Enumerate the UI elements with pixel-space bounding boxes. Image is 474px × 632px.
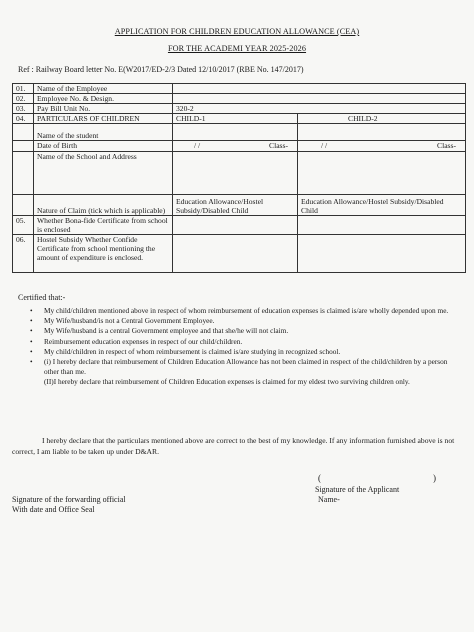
employee-no-label: Employee No. & Design. xyxy=(34,94,173,104)
row-dob xyxy=(13,141,466,152)
row-pay-bill xyxy=(13,104,466,114)
row-school xyxy=(13,152,466,195)
applicant-signature-label: Signature of the Applicant xyxy=(315,485,400,494)
row-children-particulars xyxy=(13,114,466,124)
student-name-label: Name of the student xyxy=(34,124,173,141)
row-employee-name xyxy=(13,84,466,94)
dob-slashes: / / xyxy=(321,141,328,150)
bullet-dot-icon: • xyxy=(30,326,33,336)
claim-label: Nature of Claim (tick which is applicable) xyxy=(34,195,173,216)
row-number: 05. xyxy=(13,216,34,235)
child2-dob-field[interactable] xyxy=(298,141,466,152)
employee-no-field[interactable] xyxy=(173,94,466,104)
form-title: APPLICATION FOR CHILDREN EDUCATION ALLOWANCE (CEA) xyxy=(114,27,360,36)
list-item: • My Wife/husband/is not a Central Government Employee. xyxy=(30,316,215,326)
forwarding-signature-label: Signature of the forwarding official xyxy=(12,495,126,504)
paren-open: ( xyxy=(318,473,321,483)
class-label: Class- xyxy=(269,141,288,150)
child2-claim-option[interactable]: Education Allowance/Hostel Subsidy/Disabled Child xyxy=(298,195,466,216)
office-seal-label: With date and Office Seal xyxy=(12,505,95,514)
bullet-dot-icon: • xyxy=(30,357,33,367)
list-item: • Reimbursement education expenses in respect of our child/children. xyxy=(30,336,243,346)
row-student-name xyxy=(13,124,466,141)
children-particulars-label: PARTICULARS OF CHILDREN xyxy=(34,114,173,124)
bullet-dot-icon: • xyxy=(30,316,33,326)
bonafide-label: Whether Bona-fide Certificate from school is enclosed xyxy=(34,216,173,235)
certification-list xyxy=(18,306,463,388)
declaration-text: I hereby declare that the particulars mentioned above are correct to the best of my knowledge. If any information furnished above is not correct, I am liable to be taken up under D&AR. xyxy=(12,436,455,456)
school-label: Name of the School and Address xyxy=(34,152,173,195)
row-number: 04. xyxy=(13,114,34,124)
list-item: • My child/children mentioned above in respect of whom reimbursement of education expenses is claimed is/are wholly depended upon me. xyxy=(30,306,449,315)
child1-header: CHILD-1 xyxy=(173,114,298,124)
paren-close: ) xyxy=(433,473,436,483)
child2-name-field[interactable] xyxy=(298,124,466,141)
child1-hostel-field[interactable] xyxy=(173,235,298,273)
dob-slashes: / / xyxy=(194,141,201,150)
child1-claim-option[interactable]: Education Allowance/Hostel Subsidy/Disabled Child xyxy=(173,195,298,216)
hostel-subsidy-label: Hostel Subsidy Whether Confide Certificate from school mentioning the amount of expenditure is enclosed. xyxy=(34,235,173,273)
reference-line: Ref : Railway Board letter No. E(W2017/ED-2/3 Dated 12/10/2017 (RBE No. 147/2017) xyxy=(18,65,304,74)
academic-year-subtitle: FOR THE ACADEMI YEAR 2025-2026 xyxy=(167,44,307,53)
bullet-dot-icon: • xyxy=(30,306,33,315)
employee-name-label: Name of the Employee xyxy=(34,84,173,94)
class-label: Class- xyxy=(437,141,456,150)
list-item: • (i) I hereby declare that reimbursement of Children Education Allowance has not been claimed in respect of the child/children by a person other than me. xyxy=(30,357,448,377)
child2-school-field[interactable] xyxy=(298,152,466,195)
applicant-name-label: Name- xyxy=(318,495,340,504)
list-item: • My child/children in respect of whom reimbursement is claimed is/are studying in recognized school. xyxy=(30,346,341,356)
dob-label: Date of Birth xyxy=(34,141,173,152)
certified-heading: Certified that:- xyxy=(18,293,66,302)
child1-name-field[interactable] xyxy=(173,124,298,141)
row-number: 06. xyxy=(13,235,34,273)
child1-dob-field[interactable] xyxy=(173,141,298,152)
child2-header: CHILD-2 xyxy=(298,114,466,124)
application-form-table xyxy=(12,83,466,273)
child1-bonafide-field[interactable] xyxy=(173,216,298,235)
bullet-dot-icon: • xyxy=(30,336,33,346)
row-nature-of-claim xyxy=(13,195,466,216)
list-item: • My Wife/husband is a central Government employee and that she/he will not claim. xyxy=(30,326,289,336)
row-bonafide xyxy=(13,216,466,235)
employee-name-field[interactable] xyxy=(173,84,466,94)
pay-bill-label: Pay Bill Unit No. xyxy=(34,104,173,114)
bullet-dot-icon: • xyxy=(30,346,33,356)
row-number: 03. xyxy=(13,104,34,114)
row-number: 02. xyxy=(13,94,34,104)
signature-box[interactable] xyxy=(318,473,436,483)
child1-school-field[interactable] xyxy=(173,152,298,195)
child2-bonafide-field[interactable] xyxy=(298,216,466,235)
row-employee-no xyxy=(13,94,466,104)
list-item: (II)I hereby declare that reimbursement of Children Education expenses is claimed for my eldest two surviving children only. xyxy=(44,377,410,387)
row-hostel-subsidy xyxy=(13,235,466,273)
pay-bill-value[interactable]: 320-2 xyxy=(173,104,466,114)
child2-hostel-field[interactable] xyxy=(298,235,466,273)
row-number: 01. xyxy=(13,84,34,94)
